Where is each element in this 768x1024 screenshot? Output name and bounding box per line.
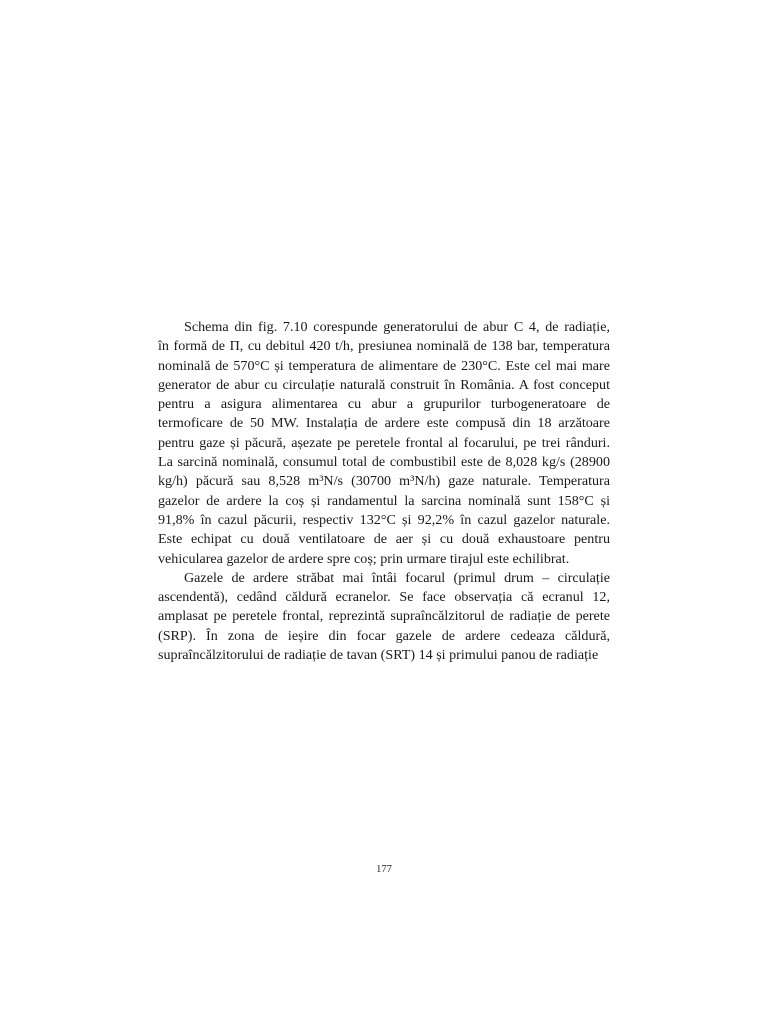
text-line: generator de abur cu circulație naturală construit în România. A fost conceput bbox=[158, 376, 610, 393]
text-line: Gazele de ardere străbat mai întâi focarul (primul drum – circulație bbox=[184, 569, 610, 586]
text-line: nominală de 570°C și temperatura de alimentare de 230°C. Este cel mai mare bbox=[158, 357, 610, 374]
page-number: 177 bbox=[376, 864, 392, 875]
text-line: pentru gaze și păcură, așezate pe peretele frontal al focarului, pe trei rânduri. bbox=[158, 434, 610, 451]
text-line: 91,8% în cazul păcurii, respectiv 132°C și 92,2% în cazul gazelor naturale. bbox=[158, 511, 610, 528]
body-text bbox=[158, 318, 610, 665]
text-line: termoficare de 50 MW. Instalația de ardere este compusă din 18 arzătoare bbox=[158, 415, 610, 432]
paragraph-1 bbox=[158, 318, 610, 569]
text-line: (SRP). În zona de ieșire din focar gazele de ardere cedeaza căldură, bbox=[158, 627, 610, 644]
text-line: în formă de Π, cu debitul 420 t/h, presiunea nominală de 138 bar, temperatura bbox=[158, 338, 610, 355]
paragraph-2 bbox=[158, 569, 610, 665]
text-line: pentru a asigura alimentarea cu abur a grupurilor turbogeneratoare de bbox=[158, 396, 610, 413]
text-line: Schema din fig. 7.10 corespunde generatorului de abur C 4, de radiație, bbox=[184, 319, 610, 335]
text-line: vehicularea gazelor de ardere spre coș; prin urmare tirajul este echilibrat. bbox=[158, 550, 570, 567]
text-line: La sarcină nominală, consumul total de combustibil este de 8,028 kg/s (28900 bbox=[158, 454, 610, 471]
text-line: gazelor de ardere la coș și randamentul la sarcina nominală sunt 158°C și bbox=[158, 492, 610, 509]
text-line: Este echipat cu două ventilatoare de aer și cu două exhaustoare pentru bbox=[158, 531, 610, 548]
text-line: supraîncălzitorului de radiație de tavan (SRT) 14 și primului panou de radiație bbox=[158, 647, 599, 664]
text-line: amplasat pe peretele frontal, reprezintă supraîncălzitorul de radiație de perete bbox=[158, 608, 610, 625]
text-line: ascendentă), cedând căldură ecranelor. Se face observația că ecranul 12, bbox=[158, 589, 610, 606]
text-line: kg/h) păcură sau 8,528 m³N/s (30700 m³N/h) gaze naturale. Temperatura bbox=[158, 473, 610, 490]
